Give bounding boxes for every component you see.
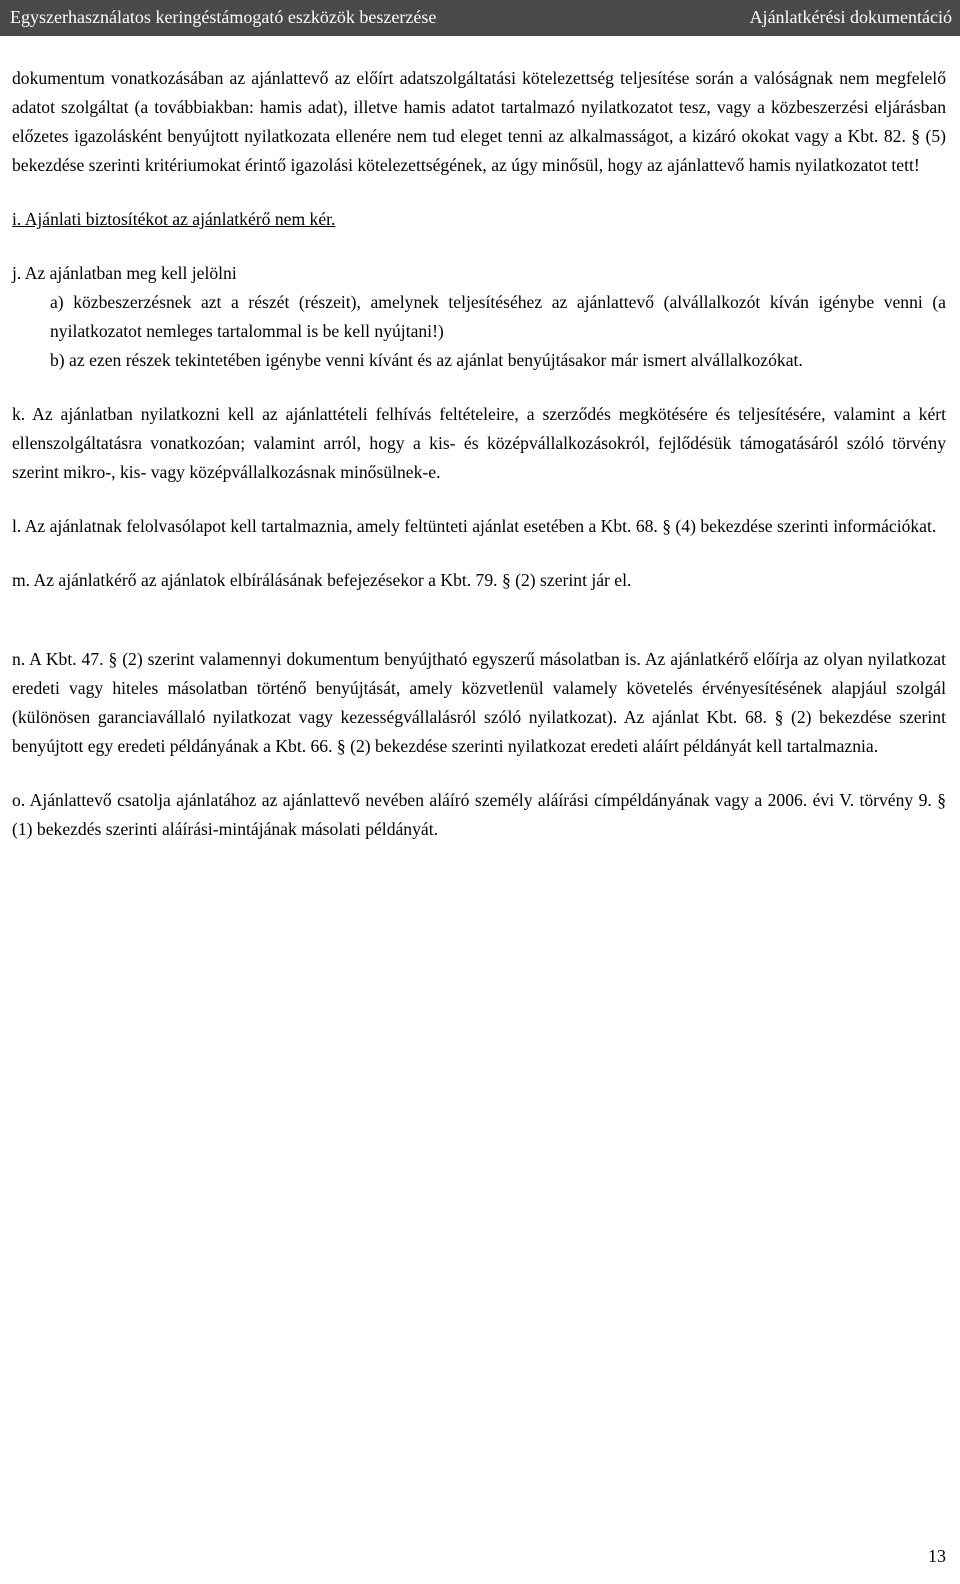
page-number: 13 bbox=[928, 1546, 946, 1566]
page-header bbox=[0, 0, 960, 36]
intro-paragraph: dokumentum vonatkozásában az ajánlattevő az előírt adatszolgáltatási kötelezettség teljesítése során a valóságnak nem megfelelő adatot szolgáltat (a továbbiakban: hamis adat), illetve hamis adatot tartalmazó nyilatkozatot tesz, vagy a közbeszerzési eljárásban előzetes igazolásként benyújtott nyilatkozata ellenére nem tud eleget tenni az alkalmasságot, a kizáró okokat vagy a Kbt. 82. § (5) bekezdése szerinti kritériumokat érintő igazolási kötelezettségének, az úgy minősül, hogy az ajánlattevő hamis nyilatkozatot tett! bbox=[12, 68, 946, 175]
item-j-a: a) közbeszerzésnek azt a részét (részeit), amelynek teljesítéséhez az ajánlattevő (alvállalkozót kíván igénybe venni (a nyilatkozatot nemleges tartalommal is be kell nyújtani!) bbox=[50, 292, 946, 341]
item-k: k. Az ajánlatban nyilatkozni kell az ajánlattételi felhívás feltételeire, a szerződés megkötésére és teljesítésére, valamint a kért ellenszolgáltatásra vonatkozóan; valamint arról, hogy a kis- és középvállalkozásokról, fejlődésük támogatásáról szóló törvény szerint mikro-, kis- vagy középvállalkozásnak minősülnek-e. bbox=[12, 404, 946, 482]
item-l: l. Az ajánlatnak felolvasólapot kell tartalmaznia, amely feltünteti ajánlat esetében a Kbt. 68. § (4) bekezdése szerinti információkat. bbox=[12, 516, 937, 536]
item-i: i. Ajánlati biztosítékot az ajánlatkérő nem kér. bbox=[12, 209, 336, 229]
item-j-heading: j. Az ajánlatban meg kell jelölni bbox=[12, 263, 237, 283]
document-body bbox=[12, 64, 946, 844]
document-title: Egyszerhasználatos keringéstámogató eszközök beszerzése bbox=[10, 7, 437, 27]
document-type: Ajánlatkérési dokumentáció bbox=[749, 7, 952, 27]
item-n: n. A Kbt. 47. § (2) szerint valamennyi dokumentum benyújtható egyszerű másolatban is. Az ajánlatkérő előírja az olyan nyilatkozat eredeti vagy hiteles másolatban történő benyújtását, amely közvetlenül valamely követelés érvényesítésének alapjául szolgál (különösen garanciavállaló nyilatkozat vagy kezességvállalásról szóló nyilatkozat). Az ajánlat Kbt. 68. § (2) bekezdése szerint benyújtott egy eredeti példányának a Kbt. 66. § (2) bekezdése szerinti nyilatkozat eredeti aláírt példányát kell tartalmaznia. bbox=[12, 649, 946, 756]
item-o: o. Ajánlattevő csatolja ajánlatához az ajánlattevő nevében aláíró személy aláírási címpéldányának vagy a 2006. évi V. törvény 9. § (1) bekezdés szerinti aláírási-mintájának másolati példányát. bbox=[12, 790, 946, 839]
item-j-b: b) az ezen részek tekintetében igénybe venni kívánt és az ajánlat benyújtásakor már ismert alvállalkozókat. bbox=[50, 350, 803, 370]
item-m: m. Az ajánlatkérő az ajánlatok elbírálásának befejezésekor a Kbt. 79. § (2) szerint jár el. bbox=[12, 570, 632, 590]
